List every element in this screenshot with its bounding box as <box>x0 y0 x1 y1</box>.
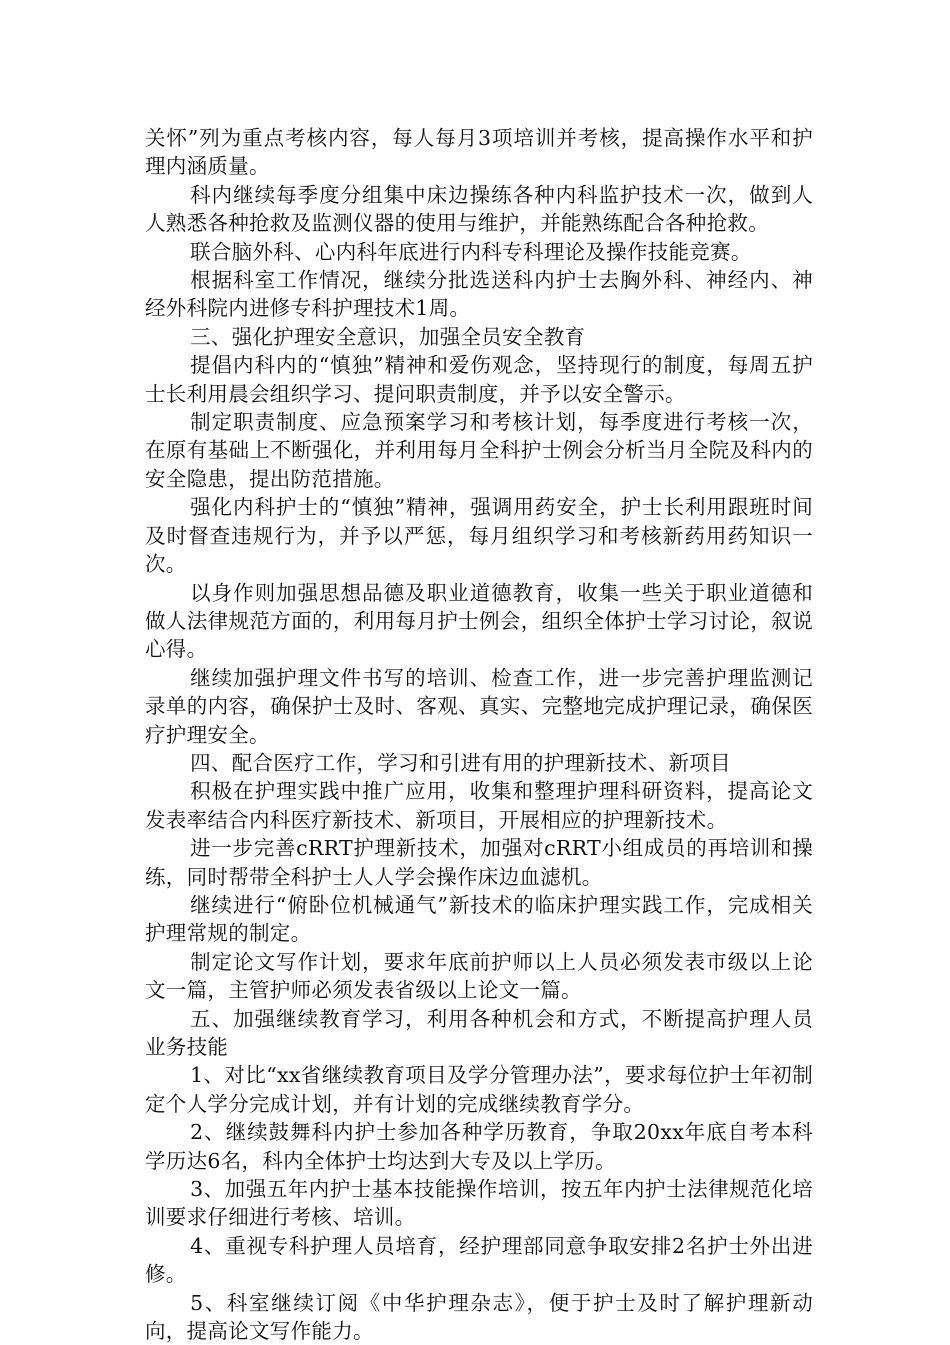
paragraph: 根据科室工作情况，继续分批选送科内护士去胸外科、神经内、神经外科院内进修专科护理技术1周。 <box>145 268 813 321</box>
paragraph: 强化内科护士的“慎独”精神，强调用药安全，护士长利用跟班时间及时督查违规行为，并予以严惩，每月组织学习和考核新药用药知识一次。 <box>145 495 813 577</box>
section-heading: 三、强化护理安全意识，加强全员安全教育 <box>190 324 586 349</box>
section-heading: 五、加强继续教育学习，利用各种机会和方式，不断提高护理人员业务技能 <box>145 1006 813 1059</box>
list-item: 3、加强五年内护士基本技能操作培训，按五年内护士法律规范化培训要求仔细进行考核、培训。 <box>145 1177 813 1230</box>
document-body <box>145 124 813 1345</box>
paragraph: 科内继续每季度分组集中床边操练各种内科监护技术一次，做到人人熟悉各种抢救及监测仪器的使用与维护，并能熟练配合各种抢救。 <box>145 182 813 236</box>
paragraph: 继续进行“俯卧位机械通气”新技术的临床护理实践工作，完成相关护理常规的制定。 <box>145 892 813 946</box>
paragraph: 继续加强护理文件书写的培训、检查工作，进一步完善护理监测记录单的内容，确保护士及时、客观、真实、完整地完成护理记录，确保医疗护理安全。 <box>145 665 813 747</box>
paragraph: 关怀”列为重点考核内容，每人每月3项培训并考核，提高操作水平和护理内涵质量。 <box>145 126 813 179</box>
paragraph: 提倡内科内的“慎独”精神和爱伤观念，坚持现行的制度，每周五护士长利用晨会组织学习、提问职责制度，并予以安全警示。 <box>145 353 813 406</box>
paragraph: 以身作则加强思想品德及职业道德教育，收集一些关于职业道德和做人法律规范方面的，利用每月护士例会，组织全体护士学习讨论，叙说心得。 <box>145 580 813 662</box>
paragraph: 联合脑外科、心内科年底进行内科专科理论及操作技能竞赛。 <box>190 239 752 264</box>
paragraph: 进一步完善cRRT护理新技术，加强对cRRT小组成员的再培训和操练，同时帮带全科护士人人学会操作床边血滤机。 <box>145 836 813 889</box>
section-heading: 四、配合医疗工作，学习和引进有用的护理新技术、新项目 <box>190 750 731 775</box>
list-item: 5、科室继续订阅《中华护理杂志》，便于护士及时了解护理新动向，提高论文写作能力。 <box>145 1290 813 1344</box>
paragraph: 积极在护理实践中推广应用，收集和整理护理科研资料，提高论文发表率结合内科医疗新技术、新项目，开展相应的护理新技术。 <box>145 779 813 832</box>
paragraph: 制定职责制度、应急预案学习和考核计划，每季度进行考核一次，在原有基础上不断强化，并利用每月全科护士例会分析当月全院及科内的安全隐患，提出防范措施。 <box>145 410 813 491</box>
list-item: 4、重视专科护理人员培育，经护理部同意争取安排2名护士外出进修。 <box>145 1233 813 1287</box>
paragraph: 制定论文写作计划，要求年底前护师以上人员必须发表市级以上论文一篇，主管护师必须发表省级以上论文一篇。 <box>145 949 813 1003</box>
list-item: 1、对比“xx省继续教育项目及学分管理办法”，要求每位护士年初制定个人学分完成计划，并有计划的完成继续教育学分。 <box>145 1063 813 1116</box>
list-item: 2、继续鼓舞科内护士参加各种学历教育，争取20xx年底自考本科学历达6名，科内全体护士均达到大专及以上学历。 <box>145 1120 813 1173</box>
